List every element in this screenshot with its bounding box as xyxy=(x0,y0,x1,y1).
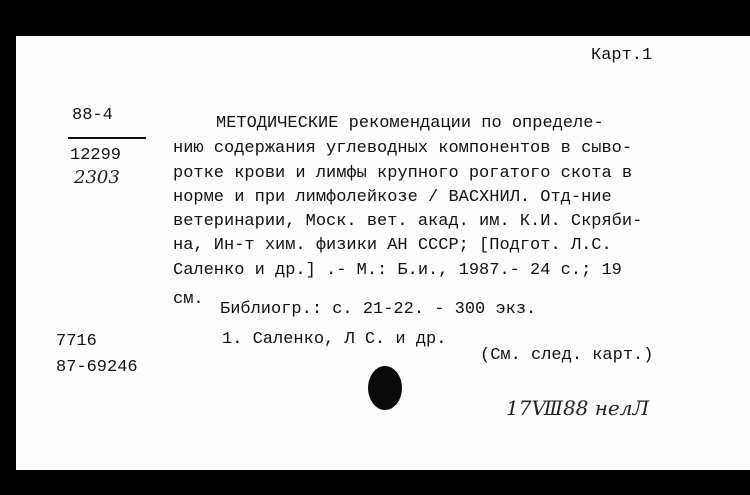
catalog-card xyxy=(16,36,750,470)
body-line-8: см. xyxy=(173,290,204,309)
card-number: Карт.1 xyxy=(591,46,653,65)
code-1: 7716 xyxy=(56,332,97,351)
body-line-3: ротке крови и лимфы крупного рогатого скота в xyxy=(173,164,633,183)
handwritten-note: 17Ⅷ88 нелЛ xyxy=(506,396,650,420)
body-line-2: нию содержания углеводных компонентов в сыво- xyxy=(173,139,633,158)
body-line-7: Саленко и др.] .- М.: Б.и., 1987.- 24 с.; 19 xyxy=(173,261,622,280)
punch-hole xyxy=(368,366,402,410)
body-line-6: на, Ин-т хим. физики АН СССР; [Подгот. Л.С. xyxy=(173,236,612,255)
continued-note: (См. след. карт.) xyxy=(480,346,654,365)
body-line-4: норме и при лимфолейкозе / ВАСХНИЛ. Отд-ние xyxy=(173,188,612,207)
code-2: 87-69246 xyxy=(56,358,138,377)
body-line-5: ветеринарии, Моск. вет. акад. им. К.И. Скряби- xyxy=(173,212,643,231)
biblio-line: Библиогр.: с. 21-22. - 300 экз. xyxy=(220,300,537,319)
shelfmark-handwritten: 2303 xyxy=(74,167,120,188)
shelfmark-top: 88-4 xyxy=(72,106,113,125)
shelfmark-bottom: 12299 xyxy=(70,146,122,165)
body-line-1: МЕТОДИЧЕСКИЕ рекомендации по определе- xyxy=(216,114,604,133)
shelfmark-divider xyxy=(68,137,146,139)
tracing-line: 1. Саленко, Л С. и др. xyxy=(222,330,447,349)
